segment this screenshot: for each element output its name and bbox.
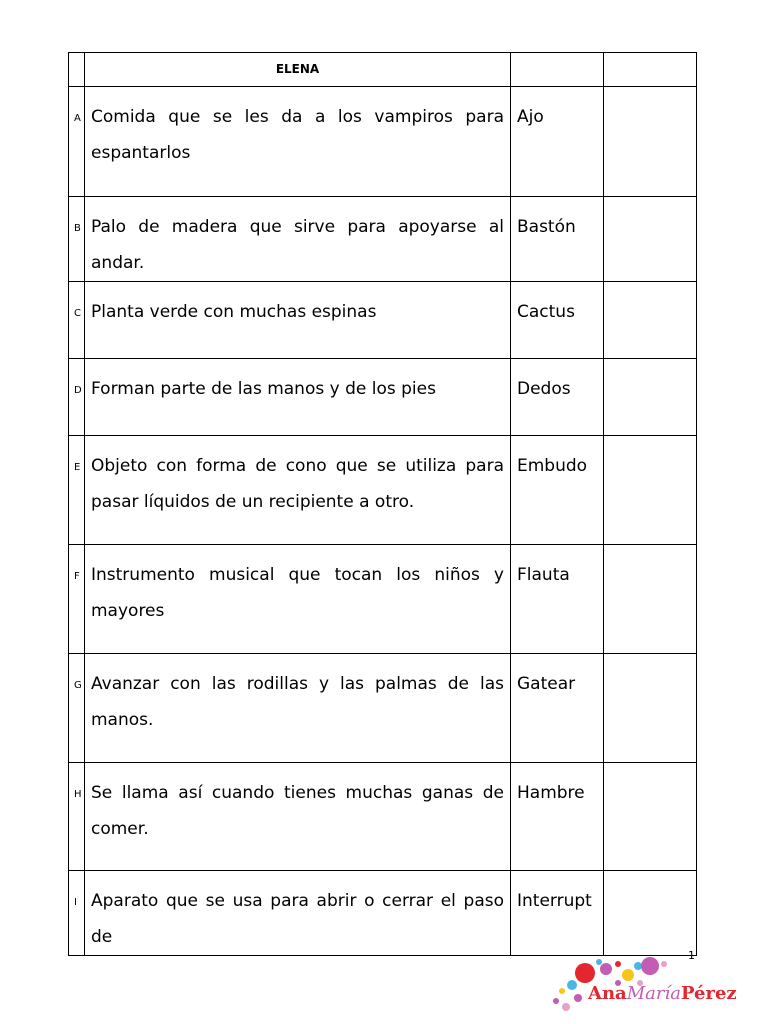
row-definition: Se llama así cuando tienes muchas ganas de comer.: [85, 763, 511, 871]
logo-text-ana: Ana: [588, 983, 627, 1004]
logo-dot: [622, 969, 634, 981]
row-definition: Comida que se les da a los vampiros para espantarlos: [85, 87, 511, 197]
row-definition: Planta verde con muchas espinas: [85, 282, 511, 359]
row-word: Embudo: [511, 436, 604, 545]
row-word: Ajo: [511, 87, 604, 197]
logo-dot: [615, 961, 621, 967]
header-extra-cell: [604, 53, 697, 87]
row-word: Flauta: [511, 545, 604, 654]
logo-dot: [553, 998, 559, 1004]
header-word-cell: [511, 53, 604, 87]
table-row: [69, 436, 697, 545]
table-row: [69, 87, 697, 197]
table-row: [69, 359, 697, 436]
ana-maria-perez-logo: [548, 955, 737, 1015]
table-row: [69, 871, 697, 956]
logo-text-maria: María: [626, 983, 681, 1004]
row-letter: E: [69, 436, 85, 545]
table-row: [69, 545, 697, 654]
row-word: Hambre: [511, 763, 604, 871]
logo-dot: [559, 988, 565, 994]
page-number: 1: [688, 949, 695, 962]
row-definition: Objeto con forma de cono que se utiliza para pasar líquidos de un recipiente a otro.: [85, 436, 511, 545]
row-extra-cell: [604, 359, 697, 436]
logo-dot: [574, 994, 582, 1002]
row-letter: A: [69, 87, 85, 197]
row-letter: B: [69, 197, 85, 282]
row-letter: F: [69, 545, 85, 654]
logo-dot: [575, 963, 595, 983]
row-letter: I: [69, 871, 85, 956]
row-definition: Instrumento musical que tocan los niños y mayores: [85, 545, 511, 654]
row-extra-cell: [604, 871, 697, 956]
logo-text-perez: Pérez: [680, 983, 737, 1004]
logo-dot: [661, 961, 667, 967]
header-letter-cell: [69, 53, 85, 87]
header-title: ELENA: [85, 53, 511, 87]
table-row: [69, 282, 697, 359]
row-extra-cell: [604, 197, 697, 282]
logo-dot: [641, 957, 659, 975]
row-definition: Palo de madera que sirve para apoyarse al andar.: [85, 197, 511, 282]
row-extra-cell: [604, 87, 697, 197]
row-extra-cell: [604, 545, 697, 654]
logo-dot: [596, 959, 602, 965]
row-definition: Aparato que se usa para abrir o cerrar el paso de: [85, 871, 511, 956]
svg-text:AnaMaríaPérez: [587, 983, 737, 1004]
row-definition: Avanzar con las rodillas y las palmas de las manos.: [85, 654, 511, 763]
row-extra-cell: [604, 282, 697, 359]
word-table: [68, 52, 697, 956]
row-extra-cell: [604, 654, 697, 763]
row-word: Gatear: [511, 654, 604, 763]
row-extra-cell: [604, 763, 697, 871]
row-letter: G: [69, 654, 85, 763]
table-row: [69, 654, 697, 763]
row-letter: C: [69, 282, 85, 359]
table-row: [69, 197, 697, 282]
logo-dot: [562, 1003, 570, 1011]
row-word: Dedos: [511, 359, 604, 436]
logo-dot: [567, 980, 577, 990]
logo-dot: [634, 962, 642, 970]
row-word: Bastón: [511, 197, 604, 282]
row-letter: D: [69, 359, 85, 436]
logo-dot: [600, 963, 612, 975]
row-word: Cactus: [511, 282, 604, 359]
row-definition: Forman parte de las manos y de los pies: [85, 359, 511, 436]
header-row: [69, 53, 697, 87]
row-word: Interrupt: [511, 871, 604, 956]
table-row: [69, 763, 697, 871]
row-extra-cell: [604, 436, 697, 545]
row-letter: H: [69, 763, 85, 871]
